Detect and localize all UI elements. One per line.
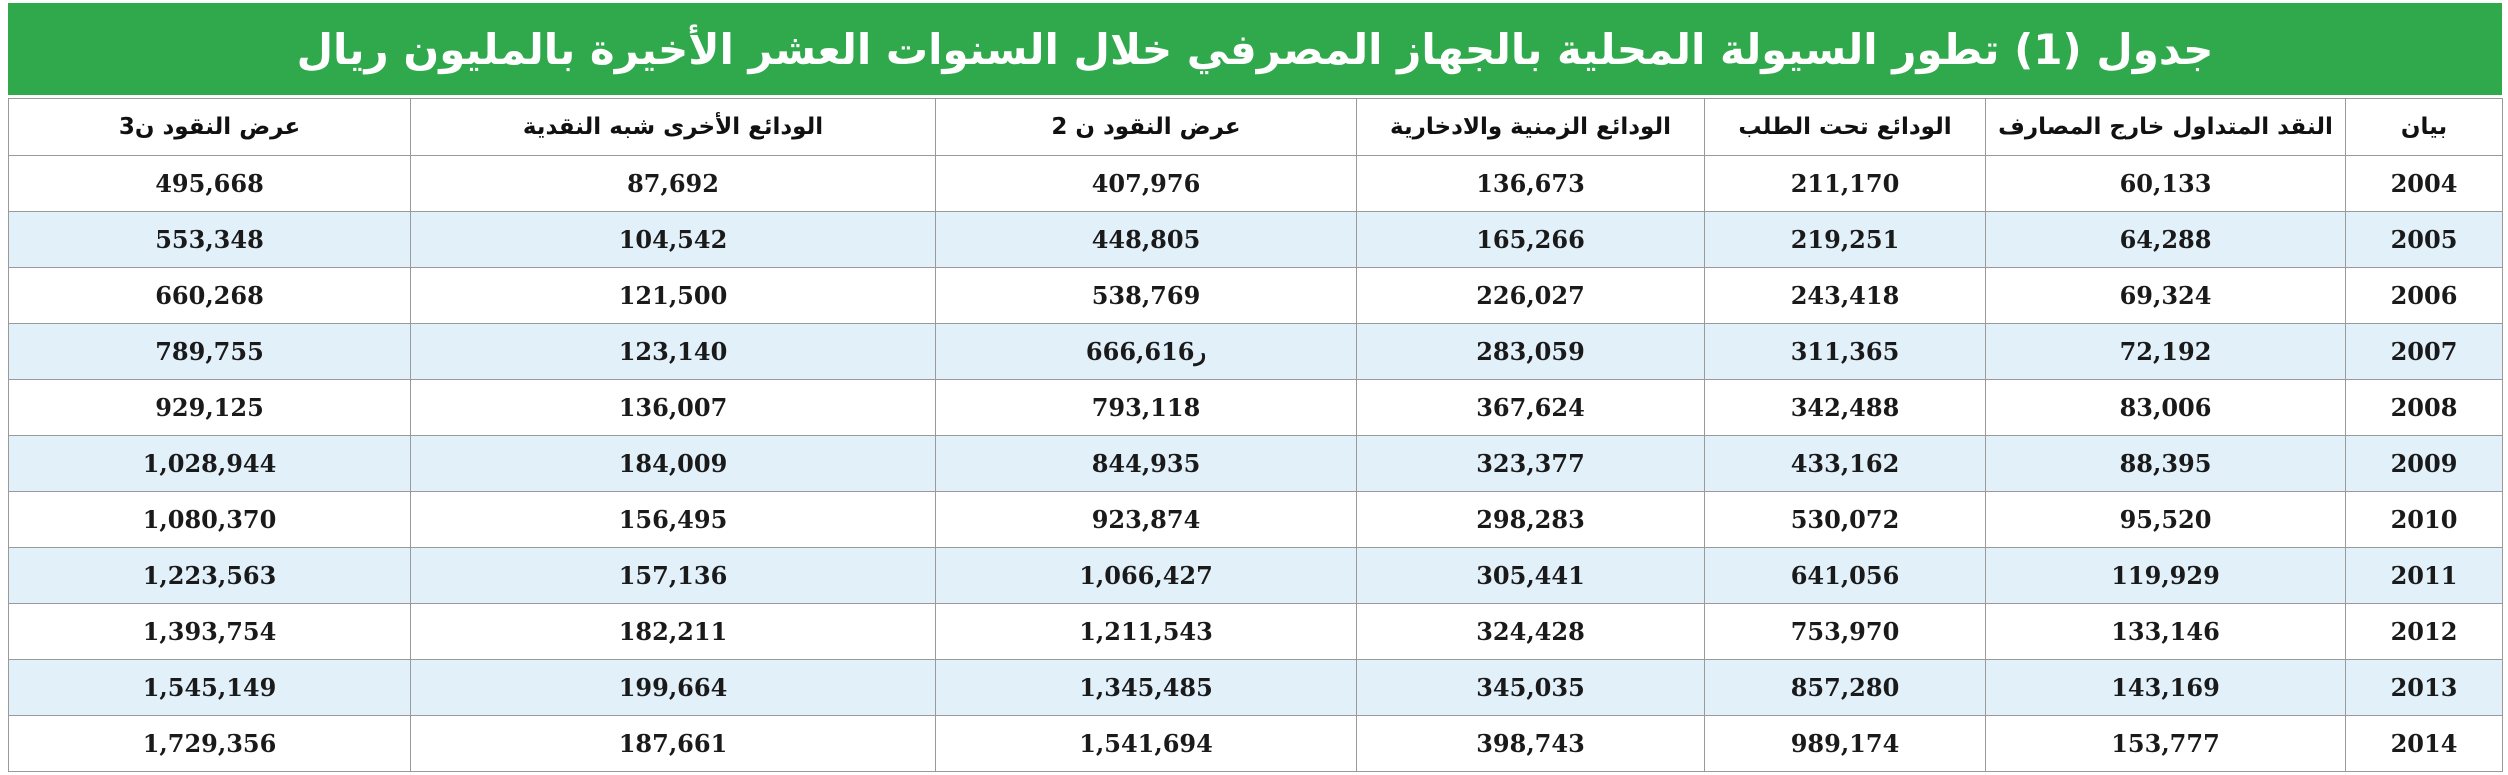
cell-year: 2008 — [2346, 380, 2503, 436]
cell-time-savings-deposits: 367,624 — [1357, 380, 1705, 436]
cell-money-supply-m3: 1,545,149 — [9, 660, 411, 716]
cell-currency-outside-banks: 60,133 — [1986, 156, 2346, 212]
cell-quasi-money-deposits: 199,664 — [411, 660, 936, 716]
table-row — [9, 660, 2503, 716]
cell-currency-outside-banks: 133,146 — [1986, 604, 2346, 660]
cell-currency-outside-banks: 64,288 — [1986, 212, 2346, 268]
cell-quasi-money-deposits: 136,007 — [411, 380, 936, 436]
column-header-quasi-money-deposits: الودائع الأخرى شبه النقدية — [411, 99, 936, 156]
table-row — [9, 268, 2503, 324]
cell-currency-outside-banks: 95,520 — [1986, 492, 2346, 548]
cell-money-supply-m3: 1,393,754 — [9, 604, 411, 660]
cell-quasi-money-deposits: 187,661 — [411, 716, 936, 772]
cell-demand-deposits: 753,970 — [1705, 604, 1986, 660]
liquidity-table — [8, 98, 2503, 772]
cell-money-supply-m3: 789,755 — [9, 324, 411, 380]
table-row — [9, 604, 2503, 660]
column-header-time-savings-deposits: الودائع الزمنية والادخارية — [1357, 99, 1705, 156]
cell-demand-deposits: 641,056 — [1705, 548, 1986, 604]
cell-currency-outside-banks: 83,006 — [1986, 380, 2346, 436]
cell-year: 2014 — [2346, 716, 2503, 772]
cell-currency-outside-banks: 69,324 — [1986, 268, 2346, 324]
cell-quasi-money-deposits: 157,136 — [411, 548, 936, 604]
cell-year: 2004 — [2346, 156, 2503, 212]
cell-time-savings-deposits: 226,027 — [1357, 268, 1705, 324]
cell-demand-deposits: 311,365 — [1705, 324, 1986, 380]
cell-demand-deposits: 530,072 — [1705, 492, 1986, 548]
cell-currency-outside-banks: 143,169 — [1986, 660, 2346, 716]
cell-time-savings-deposits: 324,428 — [1357, 604, 1705, 660]
cell-money-supply-m2: 666,61ر6 — [936, 324, 1357, 380]
header-row — [9, 99, 2503, 156]
cell-money-supply-m2: 793,118 — [936, 380, 1357, 436]
cell-demand-deposits: 989,174 — [1705, 716, 1986, 772]
cell-quasi-money-deposits: 156,495 — [411, 492, 936, 548]
table-row — [9, 716, 2503, 772]
table-row — [9, 492, 2503, 548]
cell-demand-deposits: 243,418 — [1705, 268, 1986, 324]
cell-money-supply-m3: 1,028,944 — [9, 436, 411, 492]
cell-money-supply-m2: 538,769 — [936, 268, 1357, 324]
column-header-year: بيان — [2346, 99, 2503, 156]
table-row — [9, 436, 2503, 492]
cell-time-savings-deposits: 305,441 — [1357, 548, 1705, 604]
cell-money-supply-m2: 1,211,543 — [936, 604, 1357, 660]
table-row — [9, 548, 2503, 604]
cell-demand-deposits: 211,170 — [1705, 156, 1986, 212]
cell-year: 2010 — [2346, 492, 2503, 548]
cell-currency-outside-banks: 119,929 — [1986, 548, 2346, 604]
cell-quasi-money-deposits: 182,211 — [411, 604, 936, 660]
cell-time-savings-deposits: 398,743 — [1357, 716, 1705, 772]
cell-money-supply-m3: 1,080,370 — [9, 492, 411, 548]
cell-time-savings-deposits: 136,673 — [1357, 156, 1705, 212]
cell-money-supply-m2: 1,066,427 — [936, 548, 1357, 604]
cell-currency-outside-banks: 153,777 — [1986, 716, 2346, 772]
cell-demand-deposits: 857,280 — [1705, 660, 1986, 716]
cell-year: 2005 — [2346, 212, 2503, 268]
table-row — [9, 212, 2503, 268]
cell-money-supply-m2: 844,935 — [936, 436, 1357, 492]
cell-year: 2012 — [2346, 604, 2503, 660]
cell-money-supply-m2: 923,874 — [936, 492, 1357, 548]
cell-quasi-money-deposits: 104,542 — [411, 212, 936, 268]
cell-time-savings-deposits: 298,283 — [1357, 492, 1705, 548]
cell-year: 2009 — [2346, 436, 2503, 492]
cell-time-savings-deposits: 345,035 — [1357, 660, 1705, 716]
cell-demand-deposits: 342,488 — [1705, 380, 1986, 436]
cell-quasi-money-deposits: 121,500 — [411, 268, 936, 324]
cell-time-savings-deposits: 283,059 — [1357, 324, 1705, 380]
title-bar — [8, 3, 2502, 95]
cell-time-savings-deposits: 165,266 — [1357, 212, 1705, 268]
cell-currency-outside-banks: 88,395 — [1986, 436, 2346, 492]
cell-money-supply-m3: 660,268 — [9, 268, 411, 324]
cell-quasi-money-deposits: 184,009 — [411, 436, 936, 492]
table-row — [9, 380, 2503, 436]
column-header-money-supply-m2: عرض النقود ن 2 — [936, 99, 1357, 156]
cell-time-savings-deposits: 323,377 — [1357, 436, 1705, 492]
cell-demand-deposits: 433,162 — [1705, 436, 1986, 492]
cell-quasi-money-deposits: 87,692 — [411, 156, 936, 212]
cell-money-supply-m3: 553,348 — [9, 212, 411, 268]
cell-money-supply-m2: 1,541,694 — [936, 716, 1357, 772]
cell-money-supply-m3: 495,668 — [9, 156, 411, 212]
cell-year: 2011 — [2346, 548, 2503, 604]
column-header-money-supply-m3: عرض النقود ن3 — [9, 99, 411, 156]
cell-money-supply-m3: 1,223,563 — [9, 548, 411, 604]
column-header-currency-outside-banks: النقد المتداول خارج المصارف — [1986, 99, 2346, 156]
cell-year: 2007 — [2346, 324, 2503, 380]
cell-year: 2013 — [2346, 660, 2503, 716]
cell-money-supply-m3: 1,729,356 — [9, 716, 411, 772]
cell-money-supply-m2: 1,345,485 — [936, 660, 1357, 716]
table-row — [9, 324, 2503, 380]
table-title: جدول (1) تطور السيولة المحلية بالجهاز المصرفي خلال السنوات العشر الأخيرة بالمليون ريال — [296, 24, 2214, 74]
cell-money-supply-m2: 448,805 — [936, 212, 1357, 268]
cell-demand-deposits: 219,251 — [1705, 212, 1986, 268]
table-row — [9, 156, 2503, 212]
column-header-demand-deposits: الودائع تحت الطلب — [1705, 99, 1986, 156]
cell-currency-outside-banks: 72,192 — [1986, 324, 2346, 380]
cell-money-supply-m3: 929,125 — [9, 380, 411, 436]
cell-year: 2006 — [2346, 268, 2503, 324]
cell-quasi-money-deposits: 123,140 — [411, 324, 936, 380]
cell-money-supply-m2: 407,976 — [936, 156, 1357, 212]
